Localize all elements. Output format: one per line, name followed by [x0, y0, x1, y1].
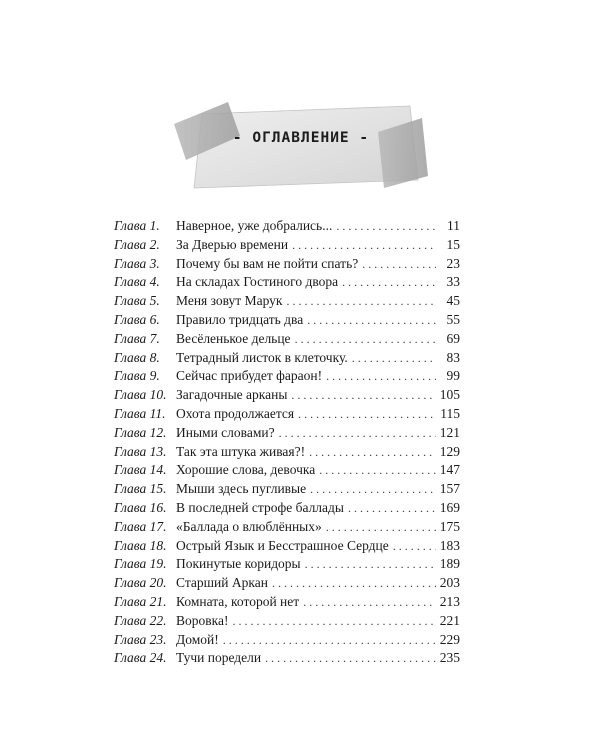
toc-chapter-title: Сейчас прибудет фараон!: [176, 368, 323, 384]
toc-chapter-number: Глава 4.: [114, 274, 160, 290]
toc-chapter-number: Глава 23.: [114, 631, 167, 647]
toc-dot-leader: [319, 463, 436, 478]
toc-chapter-number: Глава 8.: [114, 349, 160, 365]
toc-entry: [114, 350, 460, 369]
toc-chapter-number: Глава 22.: [114, 612, 167, 628]
toc-page-number: 83: [446, 349, 460, 365]
toc-chapter-title: Домой!: [176, 631, 219, 647]
toc-chapter-title: Покинутые коридоры: [176, 556, 301, 572]
toc-chapter-number: Глава 11.: [114, 405, 166, 421]
toc-entry: [114, 368, 460, 387]
toc-chapter-title: Острый Язык и Бесстрашное Сердце: [176, 537, 389, 553]
toc-chapter-title: Хорошие слова, девочка: [176, 462, 316, 478]
toc-page-number: 129: [439, 443, 460, 459]
toc-entry: [114, 575, 460, 594]
toc-entry: [114, 331, 460, 350]
toc-entry: [114, 481, 460, 500]
toc-chapter-title: Охота продолжается: [176, 405, 295, 421]
toc-chapter-title: Почему бы вам не пойти спать?: [176, 255, 359, 271]
toc-page-number: 115: [440, 405, 460, 421]
toc-entry: [114, 406, 460, 425]
toc-page-number: 183: [439, 537, 460, 553]
toc-chapter-title: Загадочные арканы: [176, 387, 288, 403]
toc-page-number: 157: [439, 481, 460, 497]
toc-page-number: 203: [439, 575, 460, 591]
toc-dot-leader: [348, 501, 436, 516]
toc-dot-leader: [295, 332, 436, 347]
toc-page-number: 169: [439, 499, 460, 515]
toc-entry: [114, 425, 460, 444]
toc-chapter-number: Глава 7.: [114, 330, 160, 346]
toc-entry: [114, 538, 460, 557]
toc-page-number: 55: [446, 311, 460, 327]
toc-page-number: 147: [439, 462, 460, 478]
toc-entry: [114, 462, 460, 481]
toc-entry: [114, 650, 460, 669]
toc-page-number: 45: [446, 293, 460, 309]
toc-page-number: 99: [446, 368, 460, 384]
toc-chapter-number: Глава 19.: [114, 556, 167, 572]
toc-dot-leader: [362, 257, 436, 272]
toc-chapter-title: Весёленькое дельце: [176, 330, 291, 346]
toc-chapter-title: Старший Аркан: [176, 575, 268, 591]
toc-page-number: 175: [439, 518, 460, 534]
toc-entry: [114, 444, 460, 463]
toc-entry: [114, 237, 460, 256]
toc-chapter-number: Глава 18.: [114, 537, 167, 553]
toc-page-number: 33: [446, 274, 460, 290]
toc-page-number: 121: [439, 424, 460, 440]
toc-chapter-title: В последней строфе баллады: [176, 499, 344, 515]
toc-entry: [114, 500, 460, 519]
toc-page-number: 235: [439, 650, 460, 666]
toc-chapter-number: Глава 14.: [114, 462, 167, 478]
toc-dot-leader: [279, 426, 436, 441]
toc-page-number: 15: [446, 236, 460, 252]
toc-heading: - ОГЛАВЛЕНИЕ -: [232, 130, 370, 146]
table-of-contents: [114, 218, 460, 669]
toc-entry: [114, 256, 460, 275]
toc-chapter-number: Глава 9.: [114, 368, 160, 384]
toc-chapter-title: Тучи поредели: [176, 650, 262, 666]
toc-entry: [114, 293, 460, 312]
toc-chapter-number: Глава 2.: [114, 236, 160, 252]
toc-entry: [114, 519, 460, 538]
toc-dot-leader: [393, 539, 436, 554]
toc-dot-leader: [292, 238, 436, 253]
toc-chapter-number: Глава 12.: [114, 424, 167, 440]
toc-dot-leader: [305, 557, 436, 572]
toc-entry: [114, 218, 460, 237]
toc-entry: [114, 556, 460, 575]
toc-entry: [114, 387, 460, 406]
toc-chapter-title: Правило тридцать два: [176, 311, 304, 327]
toc-chapter-title: Мыши здесь пугливые: [176, 481, 307, 497]
toc-dot-leader: [326, 369, 436, 384]
toc-dot-leader: [326, 520, 436, 535]
toc-chapter-number: Глава 3.: [114, 255, 160, 271]
toc-chapter-title: Так эта штука живая?!: [176, 443, 306, 459]
toc-dot-leader: [310, 482, 436, 497]
toc-entry: [114, 613, 460, 632]
toc-chapter-number: Глава 10.: [114, 387, 167, 403]
toc-chapter-title: За Дверью времени: [176, 236, 289, 252]
toc-dot-leader: [286, 294, 436, 309]
toc-dot-leader: [223, 633, 436, 648]
toc-page-number: 213: [439, 593, 460, 609]
toc-page-number: 105: [439, 387, 460, 403]
toc-chapter-title: Иными словами?: [176, 424, 275, 440]
toc-dot-leader: [336, 219, 436, 234]
toc-chapter-title: Комната, которой нет: [176, 593, 300, 609]
toc-page-number: 229: [439, 631, 460, 647]
toc-chapter-title: Меня зовут Марук: [176, 293, 283, 309]
toc-dot-leader: [265, 651, 436, 666]
toc-chapter-number: Глава 20.: [114, 575, 167, 591]
toc-entry: [114, 274, 460, 293]
toc-chapter-title: На складах Гостиного двора: [176, 274, 339, 290]
toc-entry: [114, 632, 460, 651]
toc-dot-leader: [352, 351, 436, 366]
toc-chapter-number: Глава 13.: [114, 443, 167, 459]
toc-page-number: 189: [439, 556, 460, 572]
toc-chapter-number: Глава 1.: [114, 218, 160, 233]
toc-dot-leader: [342, 275, 436, 290]
toc-page-number: 11: [447, 218, 460, 233]
toc-dot-leader: [272, 576, 436, 591]
toc-entry: [114, 312, 460, 331]
toc-dot-leader: [291, 388, 436, 403]
toc-dot-leader: [232, 614, 436, 629]
toc-chapter-number: Глава 17.: [114, 518, 167, 534]
toc-chapter-title: Наверное, уже добрались...: [176, 218, 333, 233]
taped-paper-label: [172, 96, 430, 194]
toc-page-number: 221: [439, 612, 460, 628]
toc-chapter-number: Глава 15.: [114, 481, 167, 497]
toc-chapter-number: Глава 6.: [114, 311, 160, 327]
toc-dot-leader: [307, 313, 436, 328]
toc-dot-leader: [298, 407, 436, 422]
toc-chapter-title: Воровка!: [176, 612, 229, 628]
toc-chapter-number: Глава 16.: [114, 499, 167, 515]
toc-chapter-title: Тетрадный листок в клеточку.: [176, 349, 348, 365]
toc-chapter-number: Глава 5.: [114, 293, 160, 309]
toc-page-number: 69: [446, 330, 460, 346]
toc-dot-leader: [309, 445, 436, 460]
toc-chapter-number: Глава 24.: [114, 650, 167, 666]
toc-dot-leader: [303, 595, 436, 610]
toc-chapter-number: Глава 21.: [114, 593, 167, 609]
toc-chapter-title: «Баллада о влюблённых»: [176, 518, 322, 534]
toc-page-number: 23: [446, 255, 460, 271]
toc-entry: [114, 594, 460, 613]
